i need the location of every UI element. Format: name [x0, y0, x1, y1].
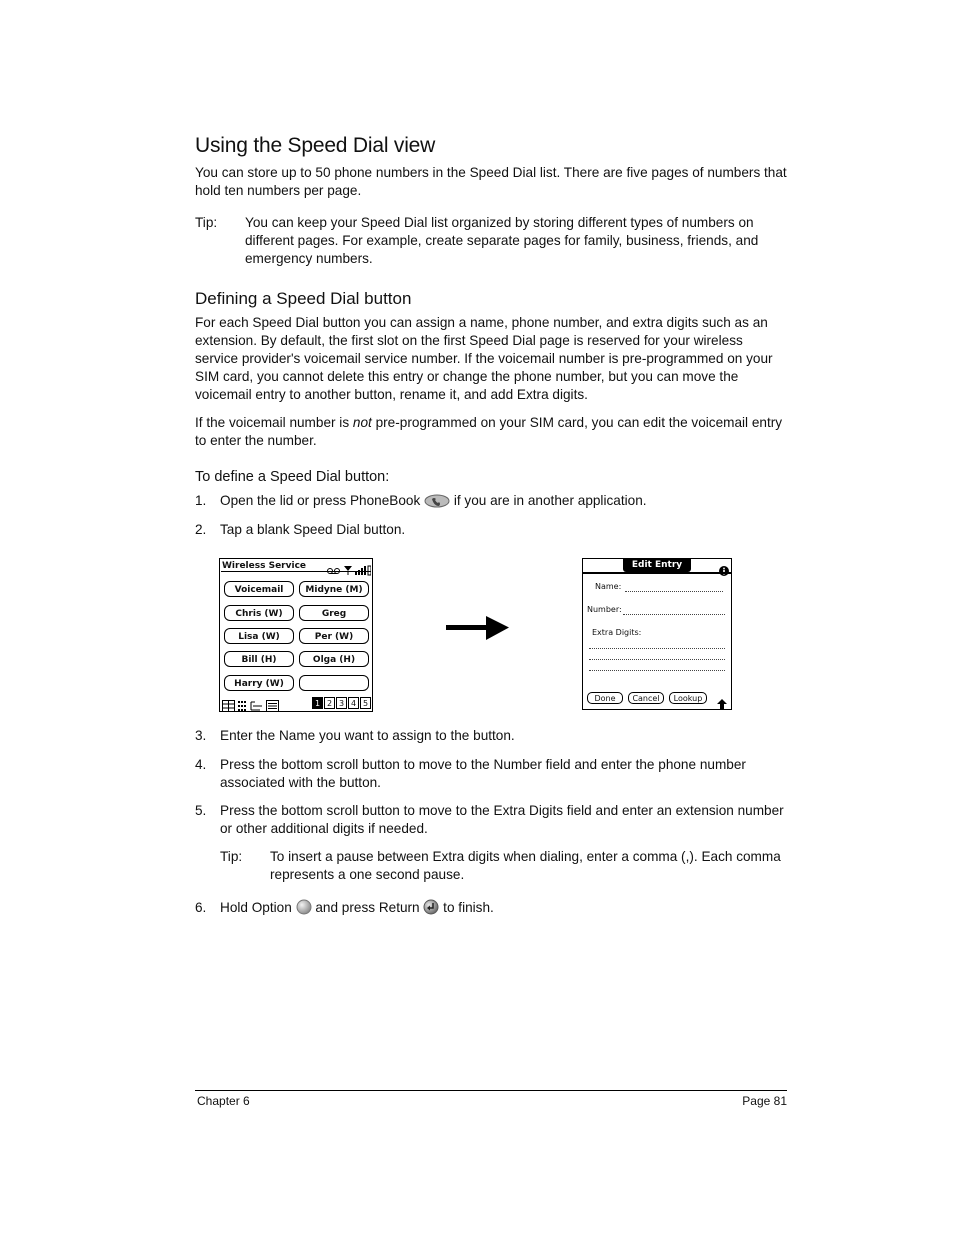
- speed-dial-button[interactable]: Harry (W): [224, 675, 294, 691]
- speed-dial-button[interactable]: Chris (W): [224, 605, 294, 621]
- edit-entry-screenshot: [582, 558, 732, 710]
- cancel-button[interactable]: Cancel: [628, 692, 664, 704]
- tip-text: To insert a pause between Extra digits when dialing, enter a comma (,). Each comma represents a one second pause.: [270, 849, 781, 882]
- name-label: Name:: [595, 582, 622, 591]
- section-paragraph: For each Speed Dial button you can assign a name, phone number, and extra digits such as an extension. By default, the first slot on the first Speed Dial page is reserved for your wireless service provider's voicemail service number. If the voicemail number is pre-programmed on your SIM card, you cannot delete this entry or change the phone number, but you can move the voicemail entry to another button, rename it, and add Extra digits.: [195, 315, 773, 402]
- intro-paragraph: You can store up to 50 phone numbers in the Speed Dial list. There are five pages of numbers that hold ten numbers per page.: [195, 165, 787, 198]
- name-field[interactable]: [625, 591, 723, 592]
- footer-chapter: Chapter 6: [197, 1094, 250, 1108]
- tip-label: Tip:: [220, 849, 243, 864]
- view-icons[interactable]: [222, 697, 280, 716]
- speed-dial-button[interactable]: Per (W): [299, 628, 369, 644]
- return-key-icon: [423, 899, 439, 920]
- blank-speed-dial-button[interactable]: [299, 675, 369, 691]
- page-selector[interactable]: 5: [360, 697, 371, 709]
- number-label: Number:: [587, 605, 622, 614]
- step-4: 4. Press the bottom scroll button to move to the Number field and enter the phone number associated with the button.: [195, 757, 746, 790]
- extra-digits-label: Extra Digits:: [592, 628, 642, 637]
- speed-dial-button[interactable]: Midyne (M): [299, 581, 369, 597]
- step-1: 1. Open the lid or press PhoneBook if you are in another application.: [195, 492, 787, 512]
- page-selector[interactable]: 4: [348, 697, 359, 709]
- scroll-up-icon[interactable]: [717, 694, 727, 713]
- tip-label: Tip:: [195, 215, 218, 230]
- tip-block: [220, 848, 787, 886]
- step-6: 6. Hold Option and press Return to finish.: [195, 899, 787, 919]
- speed-dial-button[interactable]: Greg: [299, 605, 369, 621]
- info-icon[interactable]: [719, 561, 729, 580]
- lookup-button[interactable]: Lookup: [669, 692, 707, 704]
- page-selector[interactable]: 1: [312, 697, 323, 709]
- speed-dial-screenshot: [219, 558, 373, 712]
- footer-page-number: Page 81: [742, 1094, 787, 1108]
- section-heading: Defining a Speed Dial button: [195, 289, 412, 308]
- step-5: 5. Press the bottom scroll button to move to the Extra Digits field and enter an extension number or other additional digits if needed.: [195, 803, 784, 836]
- speed-dial-button[interactable]: Voicemail: [224, 581, 294, 597]
- speed-dial-button[interactable]: Bill (H): [224, 651, 294, 667]
- tip-block: [195, 214, 787, 268]
- number-field[interactable]: [623, 614, 725, 615]
- extra-digits-field[interactable]: [589, 648, 725, 649]
- footer-rule: [195, 1090, 787, 1091]
- procedure-heading: To define a Speed Dial button:: [195, 469, 390, 485]
- speed-dial-button[interactable]: Olga (H): [299, 651, 369, 667]
- voicemail-paragraph: If the voicemail number is not pre-programmed on your SIM card, you can edit the voicemail entry to enter the number.: [195, 415, 783, 448]
- tip-text: You can keep your Speed Dial list organized by storing different types of numbers on different pages. For example, create separate pages for family, business, friends, and emergency numbers.: [245, 215, 759, 266]
- page-selector[interactable]: 3: [336, 697, 347, 709]
- step-2: 2. Tap a blank Speed Dial button.: [195, 522, 406, 537]
- phonebook-icon: [424, 494, 450, 513]
- done-button[interactable]: Done: [587, 692, 623, 704]
- screen-title: Wireless Service: [222, 561, 307, 571]
- page-title: Using the Speed Dial view: [195, 134, 436, 157]
- emphasis-text: not: [352, 415, 372, 430]
- option-key-icon: [296, 899, 312, 920]
- page-selector[interactable]: 2: [324, 697, 335, 709]
- edit-entry-title: Edit Entry: [583, 559, 731, 572]
- speed-dial-button[interactable]: Lisa (W): [224, 628, 294, 644]
- right-arrow-icon: [446, 614, 510, 647]
- step-3: 3. Enter the Name you want to assign to the button.: [195, 728, 515, 743]
